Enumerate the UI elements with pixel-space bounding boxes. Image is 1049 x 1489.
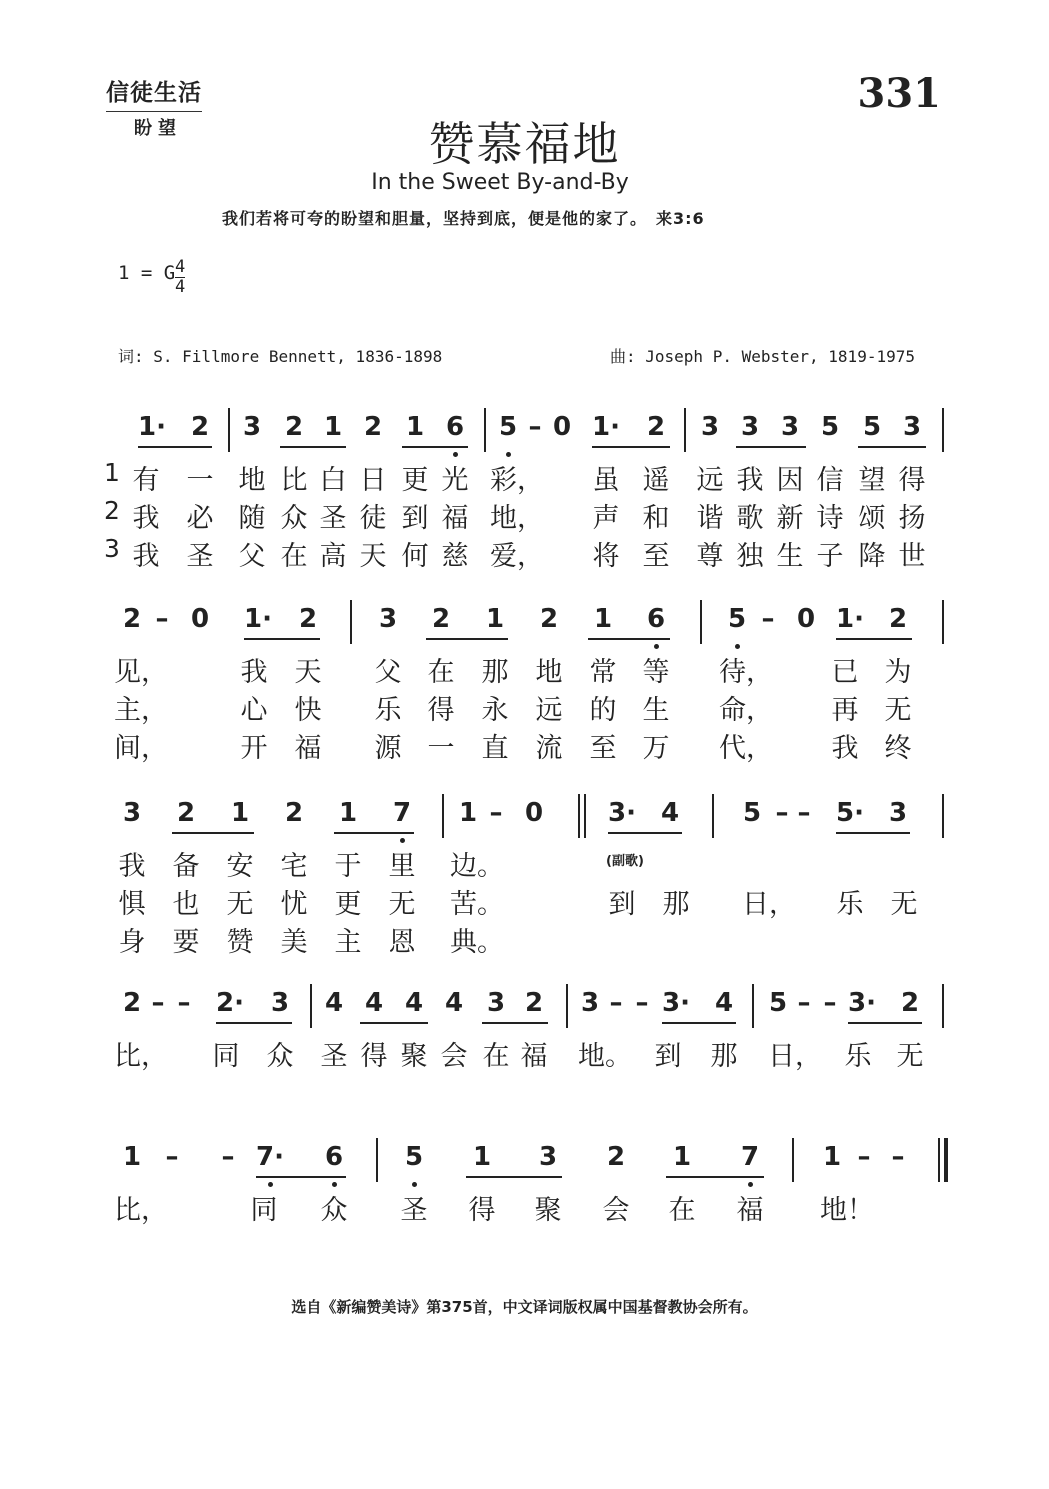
lyric-char: 众 — [280, 503, 308, 534]
lyric-char: 我 — [831, 733, 859, 764]
lyric-char: 更 — [401, 465, 429, 496]
lyric-char: 因 — [776, 465, 804, 496]
note: 7· — [256, 1142, 284, 1172]
low-octave-dot — [654, 644, 659, 649]
beam-line — [662, 1022, 736, 1024]
lyric-char: 在 — [668, 1195, 696, 1226]
note: 1· — [244, 604, 272, 634]
lyric-char: 边。 — [450, 851, 504, 882]
lyric-char: 颂 — [858, 503, 886, 534]
lyric-char: 万 — [642, 733, 670, 764]
note: 4 — [404, 988, 424, 1018]
meter-top: 4 — [175, 257, 186, 277]
lyric-char: 快 — [294, 695, 322, 726]
note: 5 — [404, 1142, 424, 1172]
note: 0 — [190, 604, 210, 634]
beam-line — [588, 638, 670, 640]
lyric-char: 必 — [186, 503, 214, 534]
lyric-char: 惧 — [118, 889, 146, 920]
bar-line — [684, 408, 686, 452]
bar-line — [942, 984, 944, 1028]
note: 1· — [138, 412, 166, 442]
lyric-char: 安 — [226, 851, 254, 882]
note: 4 — [714, 988, 734, 1018]
lyric-char: 在 — [427, 657, 455, 688]
english-title: In the Sweet By-and-By — [371, 170, 629, 195]
note: 1 — [672, 1142, 692, 1172]
note: 2 — [298, 604, 318, 634]
category-label: 信徒生活 — [106, 74, 202, 112]
lyric-char: 乐 — [836, 889, 864, 920]
note: 4 — [660, 798, 680, 828]
lyric-char: 会 — [602, 1195, 630, 1226]
note: – — [797, 798, 811, 828]
lyric-char: 日 — [359, 465, 387, 496]
note: 3· — [608, 798, 636, 828]
lyric-char: 终 — [884, 733, 912, 764]
hymn-title: 赞慕福地 — [428, 117, 621, 171]
lyric-char: 代， — [719, 733, 773, 764]
lyric-char: 宅 — [280, 851, 308, 882]
note: 6 — [445, 412, 465, 442]
note: – — [891, 1142, 905, 1172]
beam-line — [848, 1022, 922, 1024]
lyric-char: 有 — [132, 465, 160, 496]
note: 7 — [392, 798, 412, 828]
note: 3 — [902, 412, 922, 442]
lyric-char: 赞 — [226, 927, 254, 958]
lyric-char: 日， — [742, 889, 796, 920]
lyric-char: 将 — [592, 541, 620, 572]
lyric-char: 圣 — [186, 541, 214, 572]
beam-line — [426, 638, 508, 640]
lyric-char: 为 — [884, 657, 912, 688]
lyric-char: 生 — [642, 695, 670, 726]
bar-line — [484, 408, 486, 452]
lyric-char: 更 — [334, 889, 362, 920]
lyric-char: 地 — [535, 657, 563, 688]
composer-credit: 曲: Joseph P. Webster, 1819-1975 — [610, 347, 915, 366]
note: 1 — [122, 1142, 142, 1172]
lyric-char: 福 — [736, 1195, 764, 1226]
lyric-char: 无 — [890, 889, 918, 920]
note: 3 — [740, 412, 760, 442]
lyric-char: 世 — [898, 541, 926, 572]
copyright-footer: 选自《新编赞美诗》第375首，中文译词版权属中国基督教协会所有。 — [291, 1298, 758, 1316]
note: 2 — [122, 988, 142, 1018]
note: – — [165, 1142, 179, 1172]
lyric-char: 降 — [858, 541, 886, 572]
lyric-char: 比， — [114, 1195, 168, 1226]
note: 5 — [768, 988, 788, 1018]
lyric-char: 流 — [535, 733, 563, 764]
lyric-char: 到 — [654, 1041, 682, 1072]
lyric-char: 地。 — [578, 1041, 632, 1072]
double-bar-line — [578, 794, 580, 838]
note: 6 — [324, 1142, 344, 1172]
note: 3 — [888, 798, 908, 828]
lyric-char: 到 — [608, 889, 636, 920]
low-octave-dot — [268, 1182, 273, 1187]
beam-line — [608, 832, 682, 834]
lyric-char: 典。 — [450, 927, 504, 958]
note: 5· — [836, 798, 864, 828]
lyric-char: 新 — [776, 503, 804, 534]
note: – — [151, 988, 165, 1018]
lyric-char: 徒 — [359, 503, 387, 534]
note: 3 — [538, 1142, 558, 1172]
low-octave-dot — [412, 1182, 417, 1187]
note: 7 — [740, 1142, 760, 1172]
lyric-char: 爱， — [490, 541, 544, 572]
note: 1 — [472, 1142, 492, 1172]
lyric-char: 比 — [280, 465, 308, 496]
lyric-char: 会 — [440, 1041, 468, 1072]
lyric-char: 远 — [535, 695, 563, 726]
lyric-char: 在 — [280, 541, 308, 572]
low-octave-dot — [735, 644, 740, 649]
note: 1 — [338, 798, 358, 828]
lyric-char: 要 — [172, 927, 200, 958]
low-octave-dot — [506, 452, 511, 457]
note: 1· — [592, 412, 620, 442]
note: 2 — [900, 988, 920, 1018]
lyric-char: 地 — [238, 465, 266, 496]
lyric-char: 命， — [719, 695, 773, 726]
lyric-char: 等 — [642, 657, 670, 688]
note: 1· — [836, 604, 864, 634]
lyric-char: 苦。 — [450, 889, 504, 920]
note: 5 — [862, 412, 882, 442]
beam-line — [256, 1176, 346, 1178]
lyric-char: 那 — [662, 889, 690, 920]
beam-line — [244, 638, 320, 640]
lyric-char: 声 — [592, 503, 620, 534]
beam-line — [858, 446, 926, 448]
note: 5 — [820, 412, 840, 442]
lyric-char: 恩 — [388, 927, 416, 958]
note: – — [635, 988, 649, 1018]
note: 0 — [796, 604, 816, 634]
beam-line — [466, 1176, 562, 1178]
note: 2 — [431, 604, 451, 634]
lyric-char: 福 — [441, 503, 469, 534]
bar-line — [566, 984, 568, 1028]
lyric-char: 圣 — [320, 1041, 348, 1072]
note: 2 — [606, 1142, 626, 1172]
lyric-char: 父 — [238, 541, 266, 572]
beam-line — [592, 446, 670, 448]
lyric-char: 地， — [490, 503, 544, 534]
lyric-char: 间， — [114, 733, 168, 764]
lyric-char: 望 — [858, 465, 886, 496]
lyric-char: 美 — [280, 927, 308, 958]
double-bar-line — [584, 794, 586, 838]
lyric-char: 至 — [589, 733, 617, 764]
bar-line — [700, 600, 702, 644]
lyric-char: 在 — [482, 1041, 510, 1072]
lyric-char: 生 — [776, 541, 804, 572]
lyric-char: 高 — [319, 541, 347, 572]
lyric-char: 得 — [360, 1041, 388, 1072]
low-octave-dot — [453, 452, 458, 457]
note: 1 — [323, 412, 343, 442]
note: – — [155, 604, 169, 634]
lyric-char: 忧 — [280, 889, 308, 920]
lyric-char: 圣 — [319, 503, 347, 534]
lyric-char: 主， — [114, 695, 168, 726]
lyric-char: 众 — [320, 1195, 348, 1226]
lyric-char: 开 — [240, 733, 268, 764]
lyric-char: 的 — [589, 695, 617, 726]
lyric-char: 一 — [186, 465, 214, 496]
note: 3 — [242, 412, 262, 442]
lyric-char: 无 — [388, 889, 416, 920]
lyric-char: 地！ — [820, 1195, 874, 1226]
lyric-char: 直 — [481, 733, 509, 764]
bar-line — [942, 794, 944, 838]
lyric-char: 也 — [172, 889, 200, 920]
low-octave-dot — [400, 838, 405, 843]
note: – — [609, 988, 623, 1018]
note: 2 — [284, 798, 304, 828]
lyric-char: 聚 — [534, 1195, 562, 1226]
note: 4 — [364, 988, 384, 1018]
key-signature: 1 = G — [118, 262, 176, 284]
lyric-char: 无 — [884, 695, 912, 726]
note: – — [857, 1142, 871, 1172]
lyric-char: 见， — [114, 657, 168, 688]
lyric-char: 扬 — [898, 503, 926, 534]
lyric-char: 乐 — [374, 695, 402, 726]
lyric-char: 众 — [266, 1041, 294, 1072]
note: – — [177, 988, 191, 1018]
note: 3 — [122, 798, 142, 828]
lyric-char: 再 — [831, 695, 859, 726]
lyric-char: 子 — [816, 541, 844, 572]
lyric-char: 已 — [831, 657, 859, 688]
subcategory-label: 盼望 — [134, 118, 182, 139]
lyric-char: 随 — [238, 503, 266, 534]
meter-bottom: 4 — [175, 277, 186, 297]
note: 3 — [580, 988, 600, 1018]
note: 2· — [216, 988, 244, 1018]
note: 5 — [742, 798, 762, 828]
beam-line — [666, 1176, 764, 1178]
scripture-verse: 我们若将可夸的盼望和胆量，坚持到底，便是他的家了。 来3:6 — [222, 209, 705, 228]
note: 3 — [378, 604, 398, 634]
note: – — [823, 988, 837, 1018]
note: – — [761, 604, 775, 634]
lyric-char: 信 — [816, 465, 844, 496]
beam-line — [138, 446, 212, 448]
lyric-char: 圣 — [400, 1195, 428, 1226]
note: 0 — [524, 798, 544, 828]
lyricist-credit: 词: S. Fillmore Bennett, 1836-1898 — [118, 347, 443, 366]
note: – — [797, 988, 811, 1018]
lyric-char: 诗 — [816, 503, 844, 534]
note: 2 — [122, 604, 142, 634]
lyric-char: 我 — [118, 851, 146, 882]
verse-number: 2 — [104, 496, 120, 525]
lyric-char: 我 — [132, 503, 160, 534]
note: 0 — [552, 412, 572, 442]
note: 2 — [539, 604, 559, 634]
beam-line — [280, 446, 346, 448]
lyric-char: 待， — [719, 657, 773, 688]
note: 2 — [888, 604, 908, 634]
lyric-char: 得 — [427, 695, 455, 726]
lyric-char: 乐 — [844, 1041, 872, 1072]
lyric-char: 和 — [642, 503, 670, 534]
lyric-char: 福 — [520, 1041, 548, 1072]
lyric-char: 心 — [240, 695, 268, 726]
bar-line — [442, 794, 444, 838]
beam-line — [736, 446, 806, 448]
time-signature — [175, 258, 185, 297]
lyric-char: 歌 — [736, 503, 764, 534]
beam-line — [360, 1022, 428, 1024]
beam-line — [402, 446, 468, 448]
bar-line — [752, 984, 754, 1028]
note: – — [528, 412, 542, 442]
lyric-char: 得 — [898, 465, 926, 496]
note: 1 — [485, 604, 505, 634]
lyric-char: 无 — [896, 1041, 924, 1072]
note: 4 — [444, 988, 464, 1018]
note: 5 — [727, 604, 747, 634]
beam-line — [836, 832, 910, 834]
beam-line — [836, 638, 912, 640]
lyric-char: 远 — [696, 465, 724, 496]
bar-line — [712, 794, 714, 838]
note: 1 — [822, 1142, 842, 1172]
lyric-char: 我 — [240, 657, 268, 688]
final-bar-line — [938, 1138, 940, 1182]
lyric-char: 到 — [401, 503, 429, 534]
lyric-char: 慈 — [441, 541, 469, 572]
note: 2 — [363, 412, 383, 442]
note: 1 — [230, 798, 250, 828]
lyric-char: 独 — [736, 541, 764, 572]
bar-line — [792, 1138, 794, 1182]
note: 6 — [646, 604, 666, 634]
lyric-char: 天 — [359, 541, 387, 572]
note: 2 — [524, 988, 544, 1018]
bar-line — [376, 1138, 378, 1182]
note: 1 — [458, 798, 478, 828]
lyric-char: 天 — [294, 657, 322, 688]
lyric-char: 那 — [481, 657, 509, 688]
bar-line — [942, 408, 944, 452]
bar-line — [942, 600, 944, 644]
bar-line — [350, 600, 352, 644]
lyric-char: 白 — [319, 465, 347, 496]
note: 2 — [646, 412, 666, 442]
lyric-char: 遥 — [642, 465, 670, 496]
beam-line — [216, 1022, 292, 1024]
lyric-char: 于 — [334, 851, 362, 882]
lyric-char: 无 — [226, 889, 254, 920]
note: – — [221, 1142, 235, 1172]
lyric-char: 身 — [118, 927, 146, 958]
note: 1 — [593, 604, 613, 634]
lyric-char: 比， — [114, 1041, 168, 1072]
lyric-char: 福 — [294, 733, 322, 764]
lyric-char: 虽 — [592, 465, 620, 496]
final-bar-line — [944, 1138, 948, 1182]
note: 5 — [498, 412, 518, 442]
note: 3 — [270, 988, 290, 1018]
note: – — [775, 798, 789, 828]
beam-line — [482, 1022, 548, 1024]
bar-line — [310, 984, 312, 1028]
lyric-char: 我 — [736, 465, 764, 496]
note: 2 — [284, 412, 304, 442]
lyric-char: 一 — [427, 733, 455, 764]
lyric-char: 同 — [250, 1195, 278, 1226]
note: – — [489, 798, 503, 828]
lyric-char: 源 — [374, 733, 402, 764]
note: 2 — [190, 412, 210, 442]
lyric-char: 主 — [334, 927, 362, 958]
lyric-char: 常 — [589, 657, 617, 688]
note: 2 — [176, 798, 196, 828]
refrain-label: (副歌) — [606, 854, 644, 869]
lyric-char: 何 — [401, 541, 429, 572]
lyric-char: 尊 — [696, 541, 724, 572]
note: 3· — [662, 988, 690, 1018]
note: 4 — [324, 988, 344, 1018]
bar-line — [228, 408, 230, 452]
lyric-char: 至 — [642, 541, 670, 572]
note: 3 — [780, 412, 800, 442]
verse-number: 1 — [104, 458, 120, 487]
lyric-char: 光 — [441, 465, 469, 496]
note: 3· — [848, 988, 876, 1018]
lyric-char: 里 — [388, 851, 416, 882]
lyric-char: 父 — [374, 657, 402, 688]
lyric-char: 日， — [768, 1041, 822, 1072]
lyric-char: 聚 — [400, 1041, 428, 1072]
lyric-char: 我 — [132, 541, 160, 572]
lyric-char: 彩， — [490, 465, 544, 496]
hymn-number: 331 — [857, 70, 941, 117]
lyric-char: 备 — [172, 851, 200, 882]
verse-number: 3 — [104, 534, 120, 563]
beam-line — [172, 832, 254, 834]
note: 3 — [486, 988, 506, 1018]
low-octave-dot — [332, 1182, 337, 1187]
low-octave-dot — [748, 1182, 753, 1187]
note: 3 — [700, 412, 720, 442]
note: 1 — [405, 412, 425, 442]
lyric-char: 同 — [212, 1041, 240, 1072]
beam-line — [334, 832, 414, 834]
lyric-char: 得 — [468, 1195, 496, 1226]
lyric-char: 谐 — [696, 503, 724, 534]
lyric-char: 那 — [710, 1041, 738, 1072]
lyric-char: 永 — [481, 695, 509, 726]
